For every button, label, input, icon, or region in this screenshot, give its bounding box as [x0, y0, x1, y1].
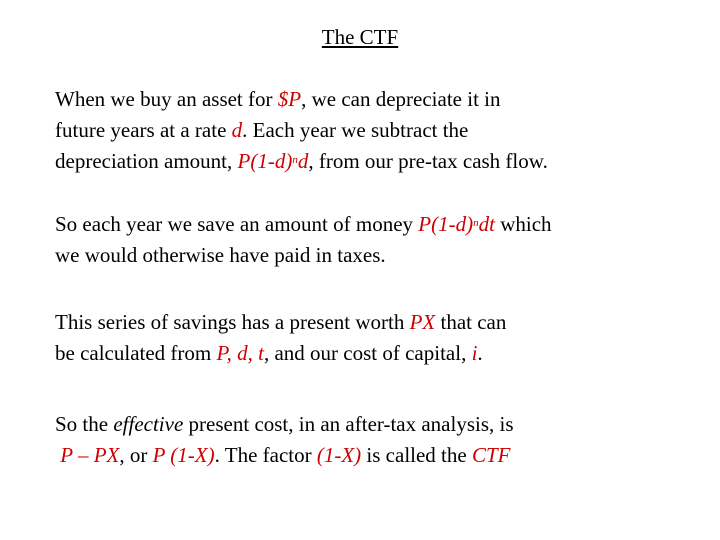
text: , we can depreciate it in	[301, 87, 501, 111]
text: . The factor	[214, 443, 317, 467]
formula-depreciation: $P(1-d)^nd$	[237, 149, 309, 173]
text: future years at a rate	[55, 118, 232, 142]
paragraph-present-worth	[55, 307, 695, 369]
text: , or	[119, 443, 153, 467]
text: So each year we save an amount of money	[55, 212, 419, 236]
var-i: i	[471, 341, 478, 365]
text: depreciation amount,	[55, 149, 238, 173]
text: So the	[55, 412, 114, 436]
var-price: $P	[277, 87, 302, 111]
var-rate: d	[231, 118, 243, 142]
paragraph-depreciation	[55, 84, 695, 177]
formula-savings: $P(1-d)^ndt$	[418, 212, 495, 236]
text: . Each year we subtract the	[242, 118, 469, 142]
text: which	[494, 212, 552, 236]
text: is called the	[361, 443, 472, 467]
text: , and our cost of capital,	[263, 341, 472, 365]
text: When we buy an asset for	[55, 87, 278, 111]
page-title: The CTF	[321, 25, 399, 49]
text: This series of savings has a present worth	[55, 310, 410, 334]
emphasis-effective: effective	[113, 412, 184, 436]
text: be calculated from	[55, 341, 217, 365]
paragraph-savings	[55, 209, 695, 271]
term-ctf: CTF	[471, 443, 511, 467]
var-pdt: P, d, t	[216, 341, 264, 365]
text: we would otherwise have paid in taxes.	[55, 243, 386, 267]
text: that can	[435, 310, 507, 334]
text: .	[477, 341, 483, 365]
text: present cost, in an after-tax analysis, is	[183, 412, 514, 436]
text: , from our pre-tax cash flow.	[308, 149, 548, 173]
formula-p-minus-px: P – PX	[60, 443, 120, 467]
formula-1-x: (1-X)	[316, 443, 362, 467]
var-px: PX	[409, 310, 436, 334]
formula-p-1-x: P (1-X)	[152, 443, 215, 467]
paragraph-effective-cost	[55, 409, 695, 471]
